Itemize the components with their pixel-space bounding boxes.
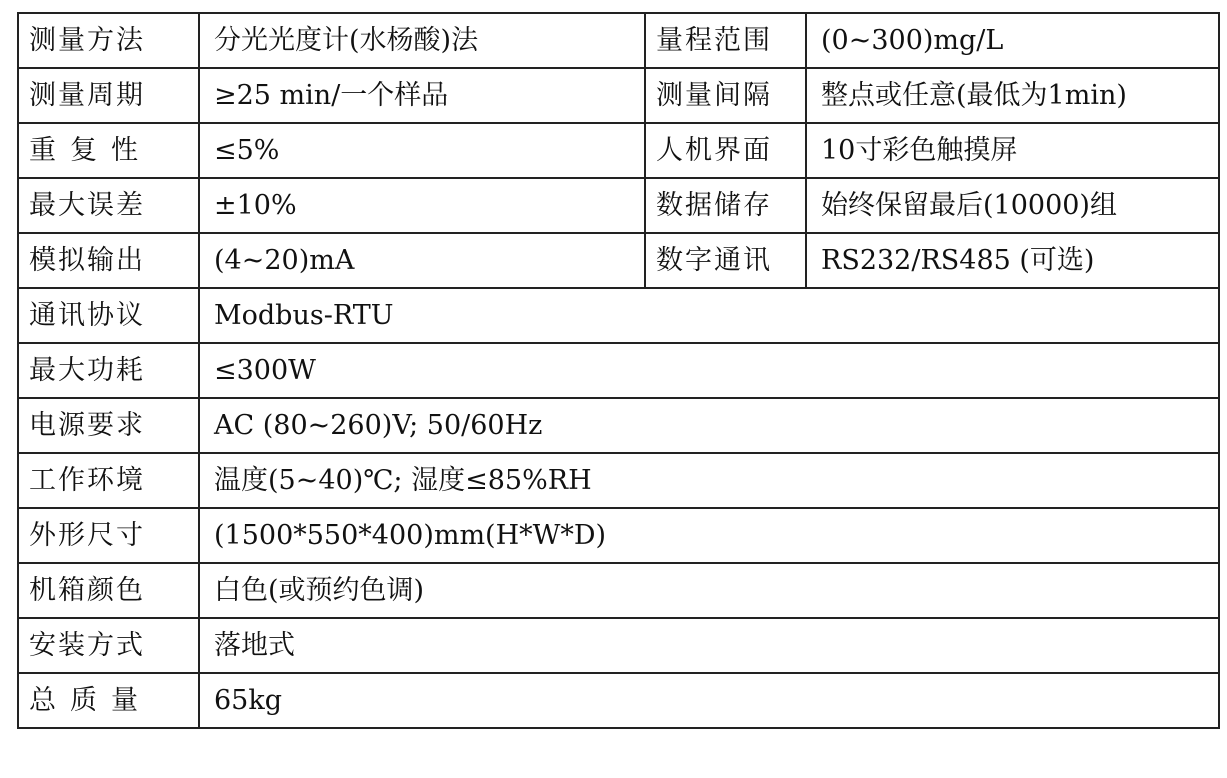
table-row [18, 178, 1219, 233]
spec-label: 机箱颜色 [18, 563, 199, 618]
spec-label: 测量方法 [18, 13, 199, 68]
spec-value: 10寸彩色触摸屏 [806, 123, 1219, 178]
spec-label: 重复性 [18, 123, 199, 178]
spec-value: 分光光度计(水杨酸)法 [199, 13, 645, 68]
spec-label: 电源要求 [18, 398, 199, 453]
spec-label: 通讯协议 [18, 288, 199, 343]
spec-label: 最大功耗 [18, 343, 199, 398]
spec-table [17, 12, 1220, 729]
spec-label: 测量周期 [18, 68, 199, 123]
spec-value: ±10% [199, 178, 645, 233]
table-row [18, 508, 1219, 563]
table-row [18, 233, 1219, 288]
table-row [18, 453, 1219, 508]
spec-value: 温度(5~40)℃; 湿度≤85%RH [199, 453, 1219, 508]
table-row [18, 673, 1219, 728]
spec-value: 白色(或预约色调) [199, 563, 1219, 618]
spec-label: 数据储存 [645, 178, 806, 233]
spec-value: RS232/RS485 (可选) [806, 233, 1219, 288]
spec-label: 数字通讯 [645, 233, 806, 288]
spec-value: ≥25 min/一个样品 [199, 68, 645, 123]
spec-label: 总质量 [18, 673, 199, 728]
spec-value: 整点或任意(最低为1min) [806, 68, 1219, 123]
spec-value: ≤300W [199, 343, 1219, 398]
table-row [18, 68, 1219, 123]
spec-value: 落地式 [199, 618, 1219, 673]
spec-label: 测量间隔 [645, 68, 806, 123]
spec-label: 量程范围 [645, 13, 806, 68]
table-row [18, 343, 1219, 398]
table-row [18, 123, 1219, 178]
spec-label: 外形尺寸 [18, 508, 199, 563]
table-row [18, 398, 1219, 453]
spec-label: 安装方式 [18, 618, 199, 673]
spec-value: 始终保留最后(10000)组 [806, 178, 1219, 233]
spec-value: 65kg [199, 673, 1219, 728]
spec-label: 最大误差 [18, 178, 199, 233]
table-row [18, 288, 1219, 343]
spec-label: 模拟输出 [18, 233, 199, 288]
spec-value: (1500*550*400)mm(H*W*D) [199, 508, 1219, 563]
spec-value: (0~300)mg/L [806, 13, 1219, 68]
table-row [18, 618, 1219, 673]
spec-value: Modbus-RTU [199, 288, 1219, 343]
spec-label: 工作环境 [18, 453, 199, 508]
table-row [18, 563, 1219, 618]
table-row [18, 13, 1219, 68]
spec-value: (4~20)mA [199, 233, 645, 288]
spec-value: AC (80~260)V; 50/60Hz [199, 398, 1219, 453]
spec-value: ≤5% [199, 123, 645, 178]
spec-label: 人机界面 [645, 123, 806, 178]
